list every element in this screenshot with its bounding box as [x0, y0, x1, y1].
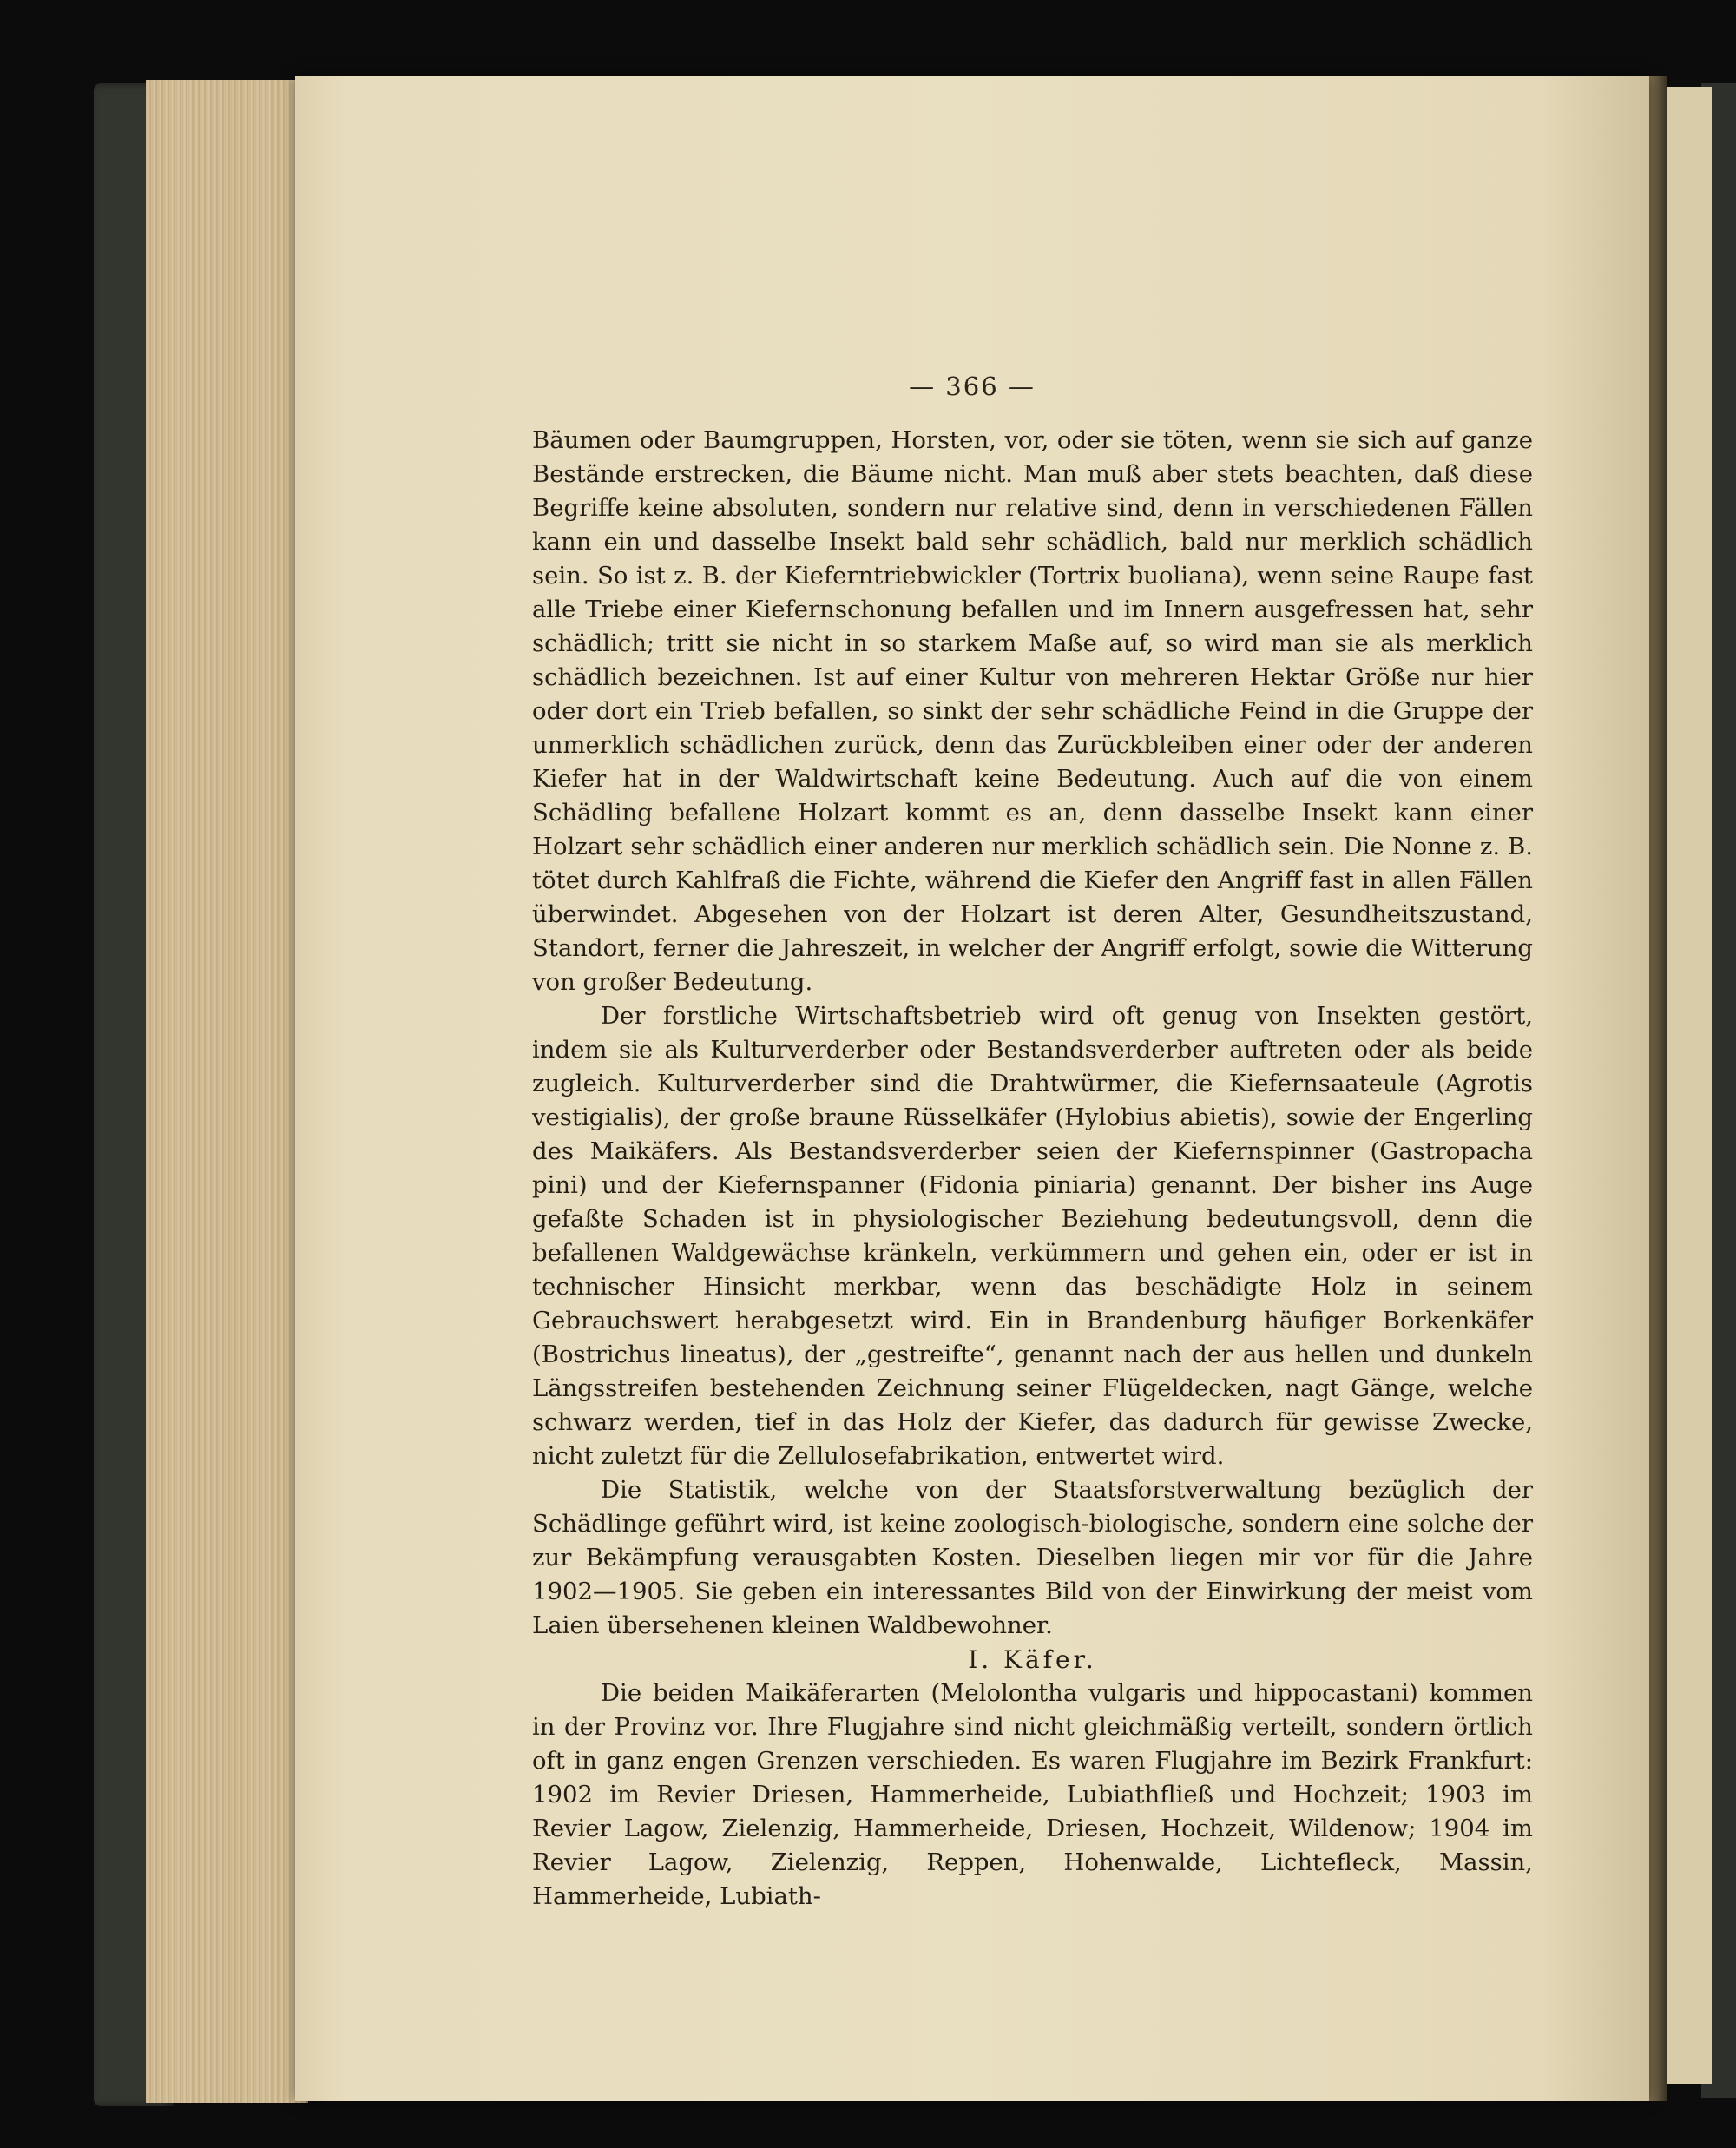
paragraph: Die Statistik, welche von der Staatsforstverwaltung bezüglich der Schädlinge geführt wird, ist keine zoologisch-biologische, sondern eine solche der zur Bekämpfung verausgabten Kosten. Dieselben liegen mir vor für die Jahre 1902—1905. Sie geben ein interessantes Bild von der Einwirkung der meist vom Laien übersehenen kleinen Waldbewohner. — [532, 1476, 1533, 1639]
page-edges — [146, 80, 308, 2103]
facing-page-edge — [1660, 87, 1712, 2084]
section-heading: I. Käfer. — [968, 1645, 1097, 1674]
book-page — [295, 76, 1649, 2101]
paragraph: Der forstliche Wirtschaftsbetrieb wird oft genug von Insekten gestört, indem sie als Kulturverderber oder Bestandsverderber auftreten oder als beide zugleich. Kulturverderber sind die Drahtwürmer, die Kiefernsaateule (Agrotis vestigialis), der große braune Rüsselkäfer (Hylobius abietis), sowie der Engerling des Maikäfers. Als Bestandsverderber seien der Kiefernspinner (Gastropacha pini) und der Kiefernspanner (Fidonia piniaria) genannt. Der bisher ins Auge gefaßte Schaden ist in physiologischer Beziehung bedeutungsvoll, denn die befallenen Waldgewächse kränkeln, verkümmern und gehen ein, oder er ist in technischer Hinsicht merkbar, wenn das beschädigte Holz in seinem Gebrauchswert herabgesetzt wird. Ein in Brandenburg häufiger Borkenkäfer (Bostrichus lineatus), der „gestreifte“, genannt nach der aus hellen und dunkeln Längsstreifen bestehenden Zeichnung seiner Flügeldecken, nagt Gänge, welche schwarz werden, tief in das Holz der Kiefer, das dadurch für gewisse Zwecke, nicht zuletzt für die Zellulosefabrikation, entwertet wird. — [532, 1002, 1533, 1470]
paragraph: Bäumen oder Baumgruppen, Horsten, vor, oder sie töten, wenn sie sich auf ganze Bestände erstrecken, die Bäume nicht. Man muß aber stets beachten, daß diese Begriffe keine absoluten, sondern nur relative sind, denn in verschiedenen Fällen kann ein und dasselbe Insekt bald sehr schädlich, bald nur merklich schädlich sein. So ist z. B. der Kieferntriebwickler (Tortrix buoliana), wenn seine Raupe fast alle Triebe einer Kiefernschonung befallen und im Innern ausgefressen hat, sehr schädlich; tritt sie nicht in so starkem Maße auf, so wird man sie als merklich schädlich bezeichnen. Ist auf einer Kultur von mehreren Hektar Größe nur hier oder dort ein Trieb befallen, so sinkt der sehr schädliche Feind in die Gruppe der unmerklich schädlichen zurück, denn das Zurückbleiben einer oder der anderen Kiefer hat in der Waldwirtschaft keine Bedeutung. Auch auf die von einem Schädling befallene Holzart kommt es an, denn dasselbe Insekt kann einer Holzart sehr schädlich einer anderen nur merklich schädlich sein. Die Nonne z. B. tötet durch Kahlfraß die Fichte, während die Kiefer den Angriff fast in allen Fällen überwindet. Abgesehen von der Holzart ist deren Alter, Gesundheitszustand, Standort, ferner die Jahreszeit, in welcher der Angriff erfolgt, sowie die Witterung von großer Bedeutung. — [532, 426, 1533, 996]
paragraph: Die beiden Maikäferarten (Melolontha vulgaris und hippocastani) kommen in der Provinz vor. Ihre Flugjahre sind nicht gleichmäßig verteilt, sondern örtlich oft in ganz engen Grenzen verschieden. Es waren Flugjahre im Bezirk Frankfurt: 1902 im Revier Driesen, Hammerheide, Lubiathfließ und Hochzeit; 1903 im Revier Lagow, Zielenzig, Hammerheide, Driesen, Hochzeit, Wildenow; 1904 im Revier Lagow, Zielenzig, Reppen, Hohenwalde, Lichtefleck, Massin, Hammerheide, Lubiath- — [532, 1679, 1533, 1910]
page-number: — 366 — — [909, 372, 1036, 401]
page-body — [532, 424, 1533, 1914]
